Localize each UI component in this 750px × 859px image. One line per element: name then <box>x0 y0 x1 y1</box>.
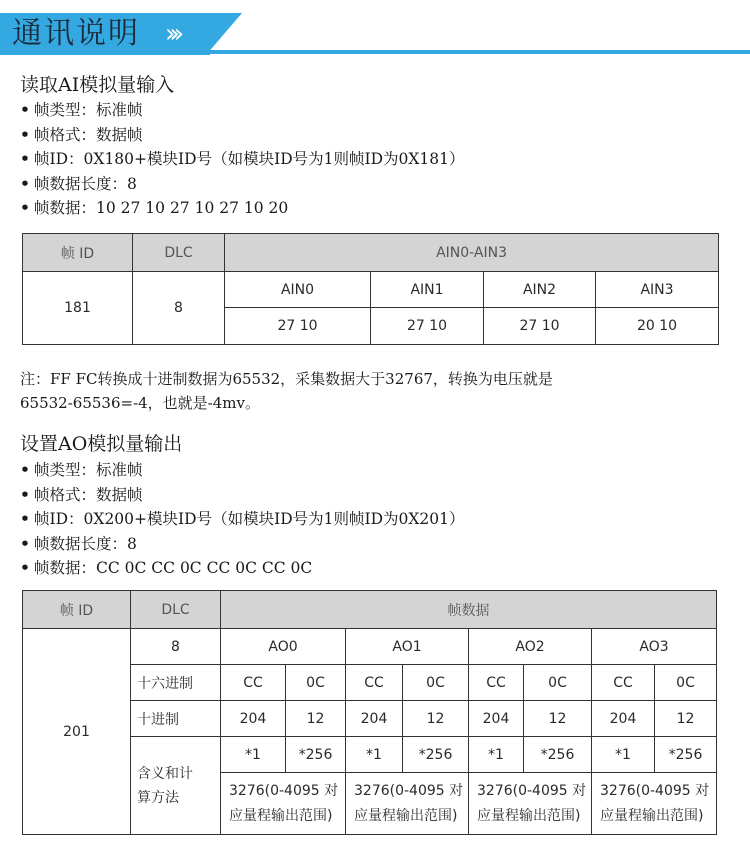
cell-channel: AIN3 <box>596 272 719 308</box>
cell-channel: AO2 <box>469 629 592 665</box>
bullet-icon: • <box>20 199 30 217</box>
ai-section-title: 读取AI模拟量输入 <box>20 74 175 96</box>
cell-dec: 12 <box>286 701 346 737</box>
list-item: • 帧数据：CC 0C CC 0C CC 0C CC 0C <box>20 556 465 581</box>
cell-multiplier: *1 <box>346 737 403 773</box>
cell-hex: 0C <box>524 665 592 701</box>
ai-frame-table <box>22 233 719 345</box>
bullet-icon: • <box>20 174 30 193</box>
ai-bullet-list <box>20 98 465 221</box>
cell-multiplier: *256 <box>286 737 346 773</box>
row-label-dec: 十进制 <box>131 701 221 737</box>
header-dlc: DLC <box>133 234 225 272</box>
bullet-icon: • <box>20 150 30 168</box>
cell-range-description: 3276(0-4095 对 应量程输出范围) <box>469 773 592 835</box>
bullet-icon: • <box>20 125 30 144</box>
header-ain-range: AIN0-AIN3 <box>225 234 719 272</box>
cell-dlc: 8 <box>133 272 225 345</box>
cell-multiplier: *1 <box>469 737 524 773</box>
cell-hex: CC <box>592 665 655 701</box>
cell-channel: AO1 <box>346 629 469 665</box>
chevron-right-icon: ››› <box>165 19 179 49</box>
cell-value: 20 10 <box>596 308 719 345</box>
header-dlc: DLC <box>131 591 221 629</box>
cell-hex: 0C <box>403 665 469 701</box>
cell-dlc: 8 <box>131 629 221 665</box>
bullet-icon: • <box>20 534 30 553</box>
cell-dec: 12 <box>655 701 717 737</box>
cell-range-description: 3276(0-4095 对 应量程输出范围) <box>346 773 469 835</box>
cell-channel: AIN2 <box>484 272 596 308</box>
banner-bar-tail <box>206 13 242 55</box>
cell-dec: 204 <box>469 701 524 737</box>
cell-dec: 204 <box>346 701 403 737</box>
header-frame-id: 帧 ID <box>23 234 133 272</box>
header-frame-data: 帧数据 <box>221 591 717 629</box>
note-line-1: 注：FF FC转换成十进制数据为65532，采集数据大于32767，转换为电压就是 <box>20 370 553 388</box>
cell-dec: 12 <box>524 701 592 737</box>
list-item: • 帧格式：数据帧 <box>20 123 465 148</box>
banner-underline <box>210 50 750 54</box>
cell-range-description: 3276(0-4095 对 应量程输出范围) <box>221 773 346 835</box>
bullet-icon: • <box>20 461 30 479</box>
list-item: • 帧数据长度：8 <box>20 172 465 197</box>
cell-hex: 0C <box>655 665 717 701</box>
list-item: • 帧数据：10 27 10 27 10 27 10 20 <box>20 196 465 221</box>
cell-multiplier: *256 <box>524 737 592 773</box>
bullet-icon: • <box>20 559 30 577</box>
header-frame-id: 帧 ID <box>23 591 131 629</box>
cell-value: 27 10 <box>225 308 371 345</box>
cell-multiplier: *256 <box>403 737 469 773</box>
list-item: • 帧格式：数据帧 <box>20 483 465 508</box>
cell-channel: AO0 <box>221 629 346 665</box>
list-item: • 帧数据长度：8 <box>20 532 465 557</box>
ao-section-title: 设置AO模拟量输出 <box>20 433 183 455</box>
cell-value: 27 10 <box>484 308 596 345</box>
list-item: • 帧ID：0X180+模块ID号（如模块ID号为1则帧ID为0X181） <box>20 147 465 172</box>
cell-channel: AO3 <box>592 629 717 665</box>
ao-bullet-list <box>20 458 465 581</box>
list-item: • 帧ID：0X200+模块ID号（如模块ID号为1则帧ID为0X201） <box>20 507 465 532</box>
list-item: • 帧类型：标准帧 <box>20 458 465 483</box>
cell-multiplier: *1 <box>221 737 286 773</box>
cell-multiplier: *256 <box>655 737 717 773</box>
note-line-2: 65532-65536=-4，也就是-4mv。 <box>20 394 260 412</box>
cell-multiplier: *1 <box>592 737 655 773</box>
page-title: 通讯说明 <box>12 16 140 51</box>
cell-frame-id: 201 <box>23 629 131 835</box>
cell-hex: CC <box>346 665 403 701</box>
cell-hex: CC <box>469 665 524 701</box>
cell-hex: CC <box>221 665 286 701</box>
cell-hex: 0C <box>286 665 346 701</box>
row-label-hex: 十六进制 <box>131 665 221 701</box>
row-label-meaning: 含义和计算方法 <box>131 737 221 835</box>
cell-dec: 12 <box>403 701 469 737</box>
header-banner <box>0 0 750 60</box>
list-item: • 帧类型：标准帧 <box>20 98 465 123</box>
cell-channel: AIN0 <box>225 272 371 308</box>
bullet-icon: • <box>20 101 30 119</box>
note-text <box>20 367 740 415</box>
cell-range-description: 3276(0-4095 对 应量程输出范围) <box>592 773 717 835</box>
bullet-icon: • <box>20 485 30 504</box>
cell-frame-id: 181 <box>23 272 133 345</box>
cell-channel: AIN1 <box>371 272 484 308</box>
cell-dec: 204 <box>221 701 286 737</box>
ao-frame-table <box>22 590 717 835</box>
cell-dec: 204 <box>592 701 655 737</box>
bullet-icon: • <box>20 510 30 528</box>
cell-value: 27 10 <box>371 308 484 345</box>
